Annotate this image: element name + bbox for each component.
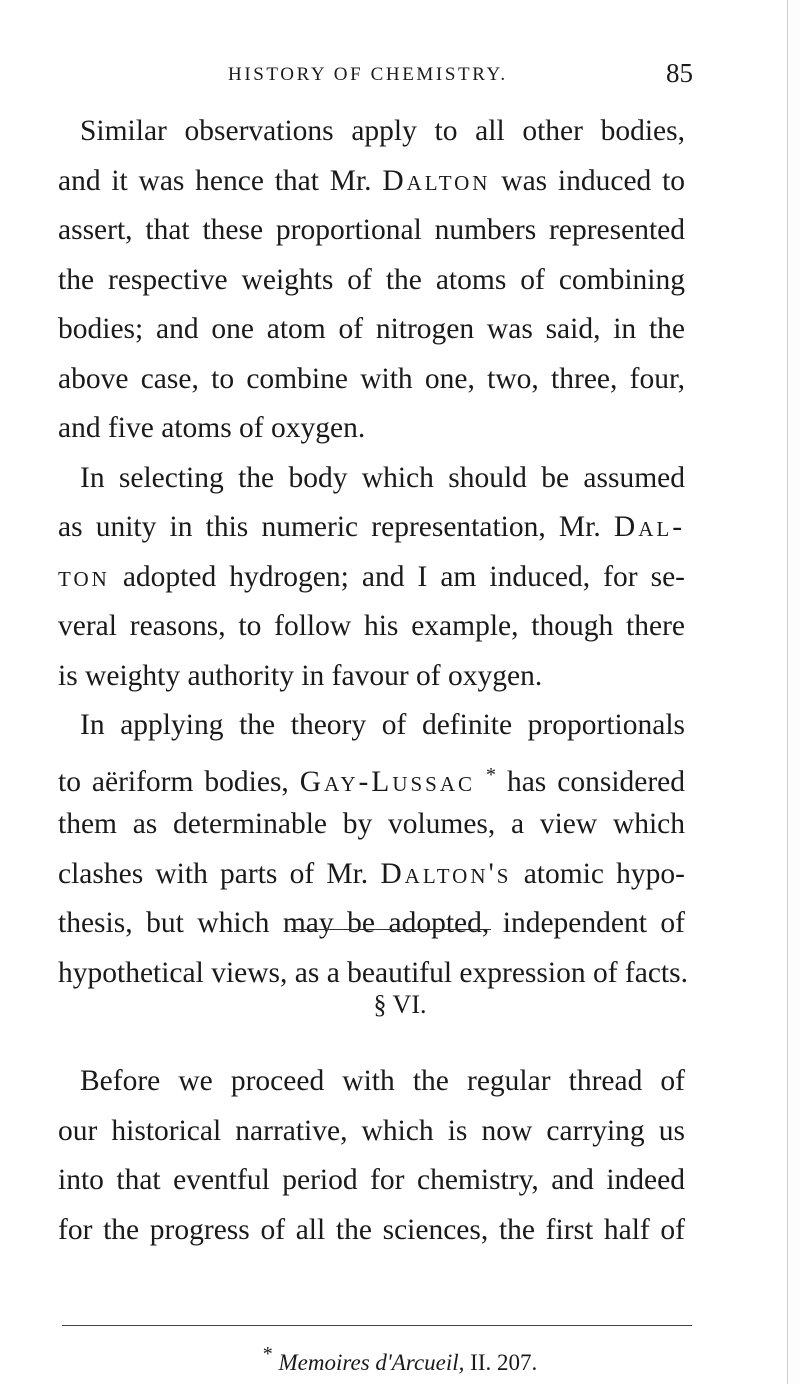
text-line: them as determinable by volumes, a view which [58, 808, 685, 840]
text-line: Similar observations apply to all other bodies, [80, 115, 685, 147]
section-divider [291, 929, 491, 930]
text-line: the respective weights of the atoms of combining [58, 263, 685, 296]
text-line: assert, that these proportional numbers represented [58, 214, 685, 246]
name-dalton: Dalton [382, 164, 491, 197]
paragraph-hydrogen-unity [58, 454, 685, 702]
text-line: as unity in this numeric representation, Mr. Dal- [58, 511, 686, 543]
name-dalton: Dalton's [380, 857, 512, 890]
text-line: to aëriform bodies, Gay-Lussac * has considered [58, 763, 686, 798]
name-gay-lussac: Gay-Lussac [299, 765, 476, 798]
running-title: HISTORY OF CHEMISTRY. [228, 64, 508, 85]
text-line: and it was hence that Mr. Dalton was induced to [58, 164, 686, 197]
text-line: In applying the theory of definite proportionals [80, 709, 685, 741]
running-head [0, 58, 800, 88]
footnote-divider [62, 1325, 692, 1326]
name-dalton: ton [58, 560, 110, 593]
text-line: is weighty authority in favour of oxygen. [58, 659, 543, 692]
text-line: ton adopted hydrogen; and I am induced, for se- [58, 560, 685, 593]
text-line: for the progress of all the sciences, the first half of [58, 1213, 685, 1246]
text-line: In selecting the body which should be assumed [80, 461, 685, 494]
text-line: our historical narrative, which is now carrying us [58, 1114, 685, 1147]
page-number: 85 [666, 58, 693, 88]
text-line: Before we proceed with the regular thread of [80, 1065, 685, 1097]
footnote-marker: * [486, 763, 496, 786]
text-line: bodies; and one atom of nitrogen was said, in the [58, 313, 685, 345]
paragraph-historical-narrative [58, 1057, 685, 1255]
text-line: thesis, but which may be adopted, independent of [58, 907, 685, 939]
footnote-marker: * [262, 1343, 273, 1365]
footnote [0, 1343, 800, 1376]
text-line: clashes with parts of Mr. Dalton's atomic hypo- [58, 857, 685, 890]
section-heading: § VI. [373, 990, 427, 1019]
name-dalton: Dal- [613, 511, 686, 543]
text-line: and five atoms of oxygen. [58, 412, 366, 444]
text-line: hypothetical views, as a beautiful expression of facts. [58, 956, 688, 989]
paragraph-gay-lussac [58, 701, 688, 998]
paragraph-observations [58, 107, 685, 454]
page-edge [787, 0, 800, 1384]
footnote-title: Memoires d'Arcueil, [278, 1350, 465, 1375]
text-line: above case, to combine with one, two, three, four, [58, 362, 685, 395]
footnote-ref: II. 207. [470, 1350, 538, 1375]
text-line: into that eventful period for chemistry, and indeed [58, 1164, 685, 1196]
text-line: veral reasons, to follow his example, though there [58, 610, 685, 642]
